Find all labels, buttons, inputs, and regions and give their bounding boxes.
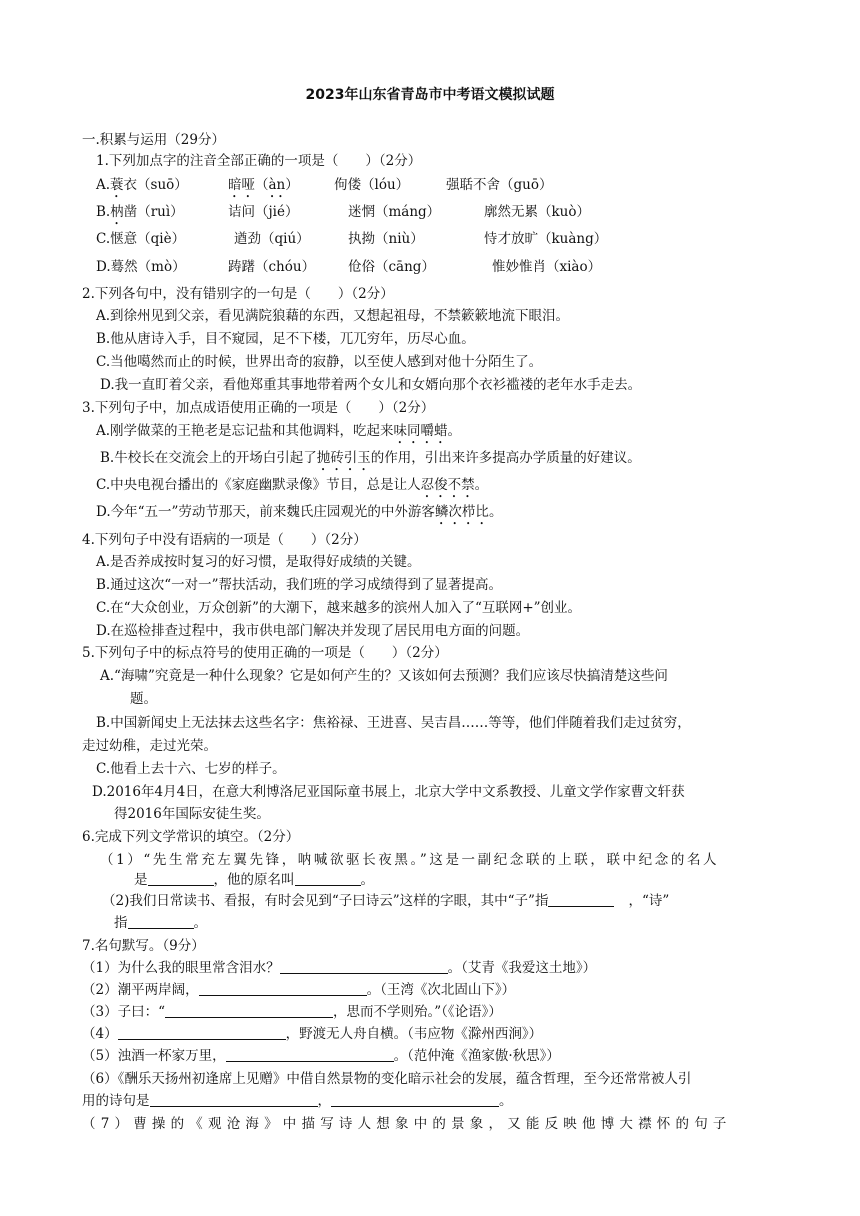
question-5-option-d-line-1: D.2016年4月4日，在意大利博洛尼亚国际童书展上，北京大学中文系教授、儿童文学作家曹文轩获 bbox=[92, 784, 685, 800]
question-1-option-b: B.枘凿（ruì） bbox=[96, 204, 184, 220]
question-7-line-1: （1）为什么我的眼里常含泪水？ 。（艾青《我爱这土地》） bbox=[82, 960, 597, 976]
question-7-stem: 7.名句默写。（9分） bbox=[82, 938, 205, 954]
question-6-part-1-line-1: （1）“先生常充左翼先锋，呐喊欲驱长夜黑。”这是一副纪念联的上联，联中纪念的名人 bbox=[100, 852, 720, 868]
dotted-char: 蓑 bbox=[110, 177, 124, 193]
question-3-option-c: C.中央电视台播出的《家庭幽默录像》节目，总是让人忍俊不禁。 bbox=[96, 477, 489, 493]
question-1-option-c: C.惬意（qiè） bbox=[96, 231, 186, 247]
question-4-option-b: B.通过这次“一对一”帮扶活动，我们班的学习成绩得到了显著提高。 bbox=[96, 577, 503, 593]
question-1-option-c-item-3: 执拗（niù） bbox=[348, 231, 424, 247]
question-6-part-1-line-2: 是 ，他的原名叫 。 bbox=[134, 872, 374, 888]
question-5-option-a-line-2: 题。 bbox=[130, 691, 157, 707]
question-2-option-a: A.到徐州见到父亲，看见满院狼藉的东西，又想起祖母，不禁簌簌地流下眼泪。 bbox=[96, 308, 570, 324]
question-6-part-2-line-1: （2)我们日常读书、看报，有时会见到“子曰诗云”这样的字眼，其中“子”指 ，“诗” bbox=[102, 893, 670, 909]
question-1-stem: 1.下列加点字的注音全部正确的一项是（ ）（2分） bbox=[96, 153, 422, 169]
question-7-line-2: （2）潮平两岸阔， 。（王湾《次北固山下》） bbox=[82, 982, 516, 998]
question-1-option-d: D.蓦然（mò） bbox=[96, 259, 186, 275]
question-1-option-d-item-3: 伧俗（cāng） bbox=[348, 259, 435, 275]
dotted-char: 枘 bbox=[110, 204, 124, 220]
fill-blank[interactable] bbox=[331, 1092, 499, 1107]
fill-blank[interactable] bbox=[295, 871, 361, 886]
question-7-line-7: （7）曹操的《观沧海》中描写诗人想象中的景象，又能反映他博大襟怀的句子 bbox=[82, 1116, 732, 1132]
fill-blank[interactable] bbox=[118, 1025, 286, 1040]
question-2-option-b: B.他从唐诗入手，目不窥园，足不下楼，兀兀穷年，历尽心血。 bbox=[96, 331, 475, 347]
dotted-idiom: 鳞次栉比 bbox=[434, 504, 489, 520]
question-1-option-a-item-4: 强聒不舍（guō） bbox=[446, 177, 553, 193]
question-6-stem: 6.完成下列文学常识的填空。（2分） bbox=[82, 829, 300, 845]
question-2-stem: 2.下列各句中，没有错别字的一句是（ ）（2分） bbox=[82, 286, 394, 302]
question-5-option-c: C.他看上去十六、七岁的样子。 bbox=[96, 761, 286, 777]
fill-blank[interactable] bbox=[150, 1092, 318, 1107]
fill-blank[interactable] bbox=[226, 1047, 394, 1062]
question-3-option-b: B.牛校长在交流会上的开场白引起了抛砖引玉的作用，引出来许多提高办学质量的好建议。 bbox=[100, 450, 641, 466]
question-7-line-6b: 用的诗句是 ， 。 bbox=[82, 1093, 513, 1109]
question-5-option-d-line-2: 得2016年国际安徒生奖。 bbox=[114, 806, 270, 822]
question-5-option-b-line-2: 走过幼稚，走过光荣。 bbox=[82, 738, 217, 754]
question-3-option-d: D.今年“五一”劳动节那天，前来魏氏庄园观光的中外游客鳞次栉比。 bbox=[96, 504, 503, 520]
question-5-option-b-line-1: B.中国新闻史上无法抹去这些名字：焦裕禄、王进喜、吴吉昌……等等，他们伴随着我们走过贫穷， bbox=[96, 715, 691, 731]
fill-blank[interactable] bbox=[199, 981, 367, 996]
fill-blank[interactable] bbox=[128, 914, 194, 929]
dotted-idiom: 抛砖引玉 bbox=[316, 450, 371, 466]
question-1-option-b-item-2: 诘问（jié） bbox=[228, 204, 299, 220]
question-4-option-d: D.在巡检排查过程中，我市供电部门解决并发现了居民用电方面的问题。 bbox=[96, 623, 530, 639]
question-7-line-3: （3）子曰：“ ，思而不学则殆。”（《论语》） bbox=[82, 1004, 502, 1020]
section-heading: 一.积累与运用（29分） bbox=[82, 132, 225, 148]
question-3-option-a: A.刚学做菜的王艳老是忘记盐和其他调料，吃起来味同嚼蜡。 bbox=[96, 423, 462, 439]
fill-blank[interactable] bbox=[165, 1003, 333, 1018]
fill-blank[interactable] bbox=[280, 959, 448, 974]
question-1-option-a-item-3: 佝偻（lóu） bbox=[334, 177, 410, 193]
question-1-option-d-item-4: 惟妙惟肖（xiào） bbox=[492, 259, 602, 275]
page-title: 2023年山东省青岛市中考语文模拟试题 bbox=[305, 87, 555, 103]
question-1-option-c-item-2: 遒劲（qiú） bbox=[234, 231, 310, 247]
question-4-stem: 4.下列句子中没有语病的一项是（ ）（2分） bbox=[82, 532, 367, 548]
question-2-option-c: C.当他噶然而止的时候，世界出奇的寂静，以至使人感到对他十分陌生了。 bbox=[96, 354, 543, 370]
dotted-idiom: 味同嚼蜡 bbox=[393, 423, 448, 439]
option-label: A. bbox=[96, 177, 111, 193]
question-5-stem: 5.下列句子中的标点符号的使用正确的一项是（ ）（2分） bbox=[82, 645, 448, 661]
question-1-option-c-item-4: 恃才放旷（kuàng） bbox=[484, 231, 608, 247]
question-6-part-2-line-2: 指 。 bbox=[114, 915, 207, 931]
question-3-stem: 3.下列句子中，加点成语使用正确的一项是（ ）（2分） bbox=[82, 400, 435, 416]
question-2-option-d: D.我一直盯着父亲，看他郑重其事地带着两个女儿和女婿向那个衣衫褴褛的老年水手走去。 bbox=[100, 377, 642, 393]
question-7-line-4: （4） ，野渡无人舟自横。（韦应物《滁州西涧》） bbox=[82, 1026, 543, 1042]
question-7-line-6a: （6）《酬乐天扬州初逢席上见赠》中借自然景物的变化暗示社会的发展，蕴含哲理，至今还常常被人引 bbox=[82, 1071, 692, 1087]
question-1-option-b-item-4: 廓然无累（kuò） bbox=[484, 204, 591, 220]
question-1-option-b-item-3: 迷惘（máng） bbox=[348, 204, 441, 220]
fill-blank[interactable] bbox=[548, 892, 614, 907]
question-4-option-a: A.是否养成按时复习的好习惯，是取得好成绩的关键。 bbox=[96, 554, 421, 570]
question-4-option-c: C.在“大众创业，万众创新”的大潮下，越来越多的滨州人加入了“互联网+”创业。 bbox=[96, 600, 582, 616]
question-1-option-a bbox=[96, 175, 188, 201]
question-7-line-5: （5）浊酒一杯家万里， 。（范仲淹《渔家傲·秋思》） bbox=[82, 1048, 560, 1064]
dotted-idiom: 忍俊不禁 bbox=[420, 477, 475, 493]
option-text: 衣（suō） bbox=[123, 177, 188, 193]
fill-blank[interactable] bbox=[148, 871, 214, 886]
question-1-option-a-item-2: 暗哑（àn） bbox=[228, 177, 299, 193]
question-5-option-a-line-1: A.“海啸”究竟是一种什么现象？它是如何产生的？又该如何去预测？我们应该尽快搞清楚这些问 bbox=[100, 668, 668, 684]
question-1-option-d-item-2: 踌躇（chóu） bbox=[228, 259, 316, 275]
